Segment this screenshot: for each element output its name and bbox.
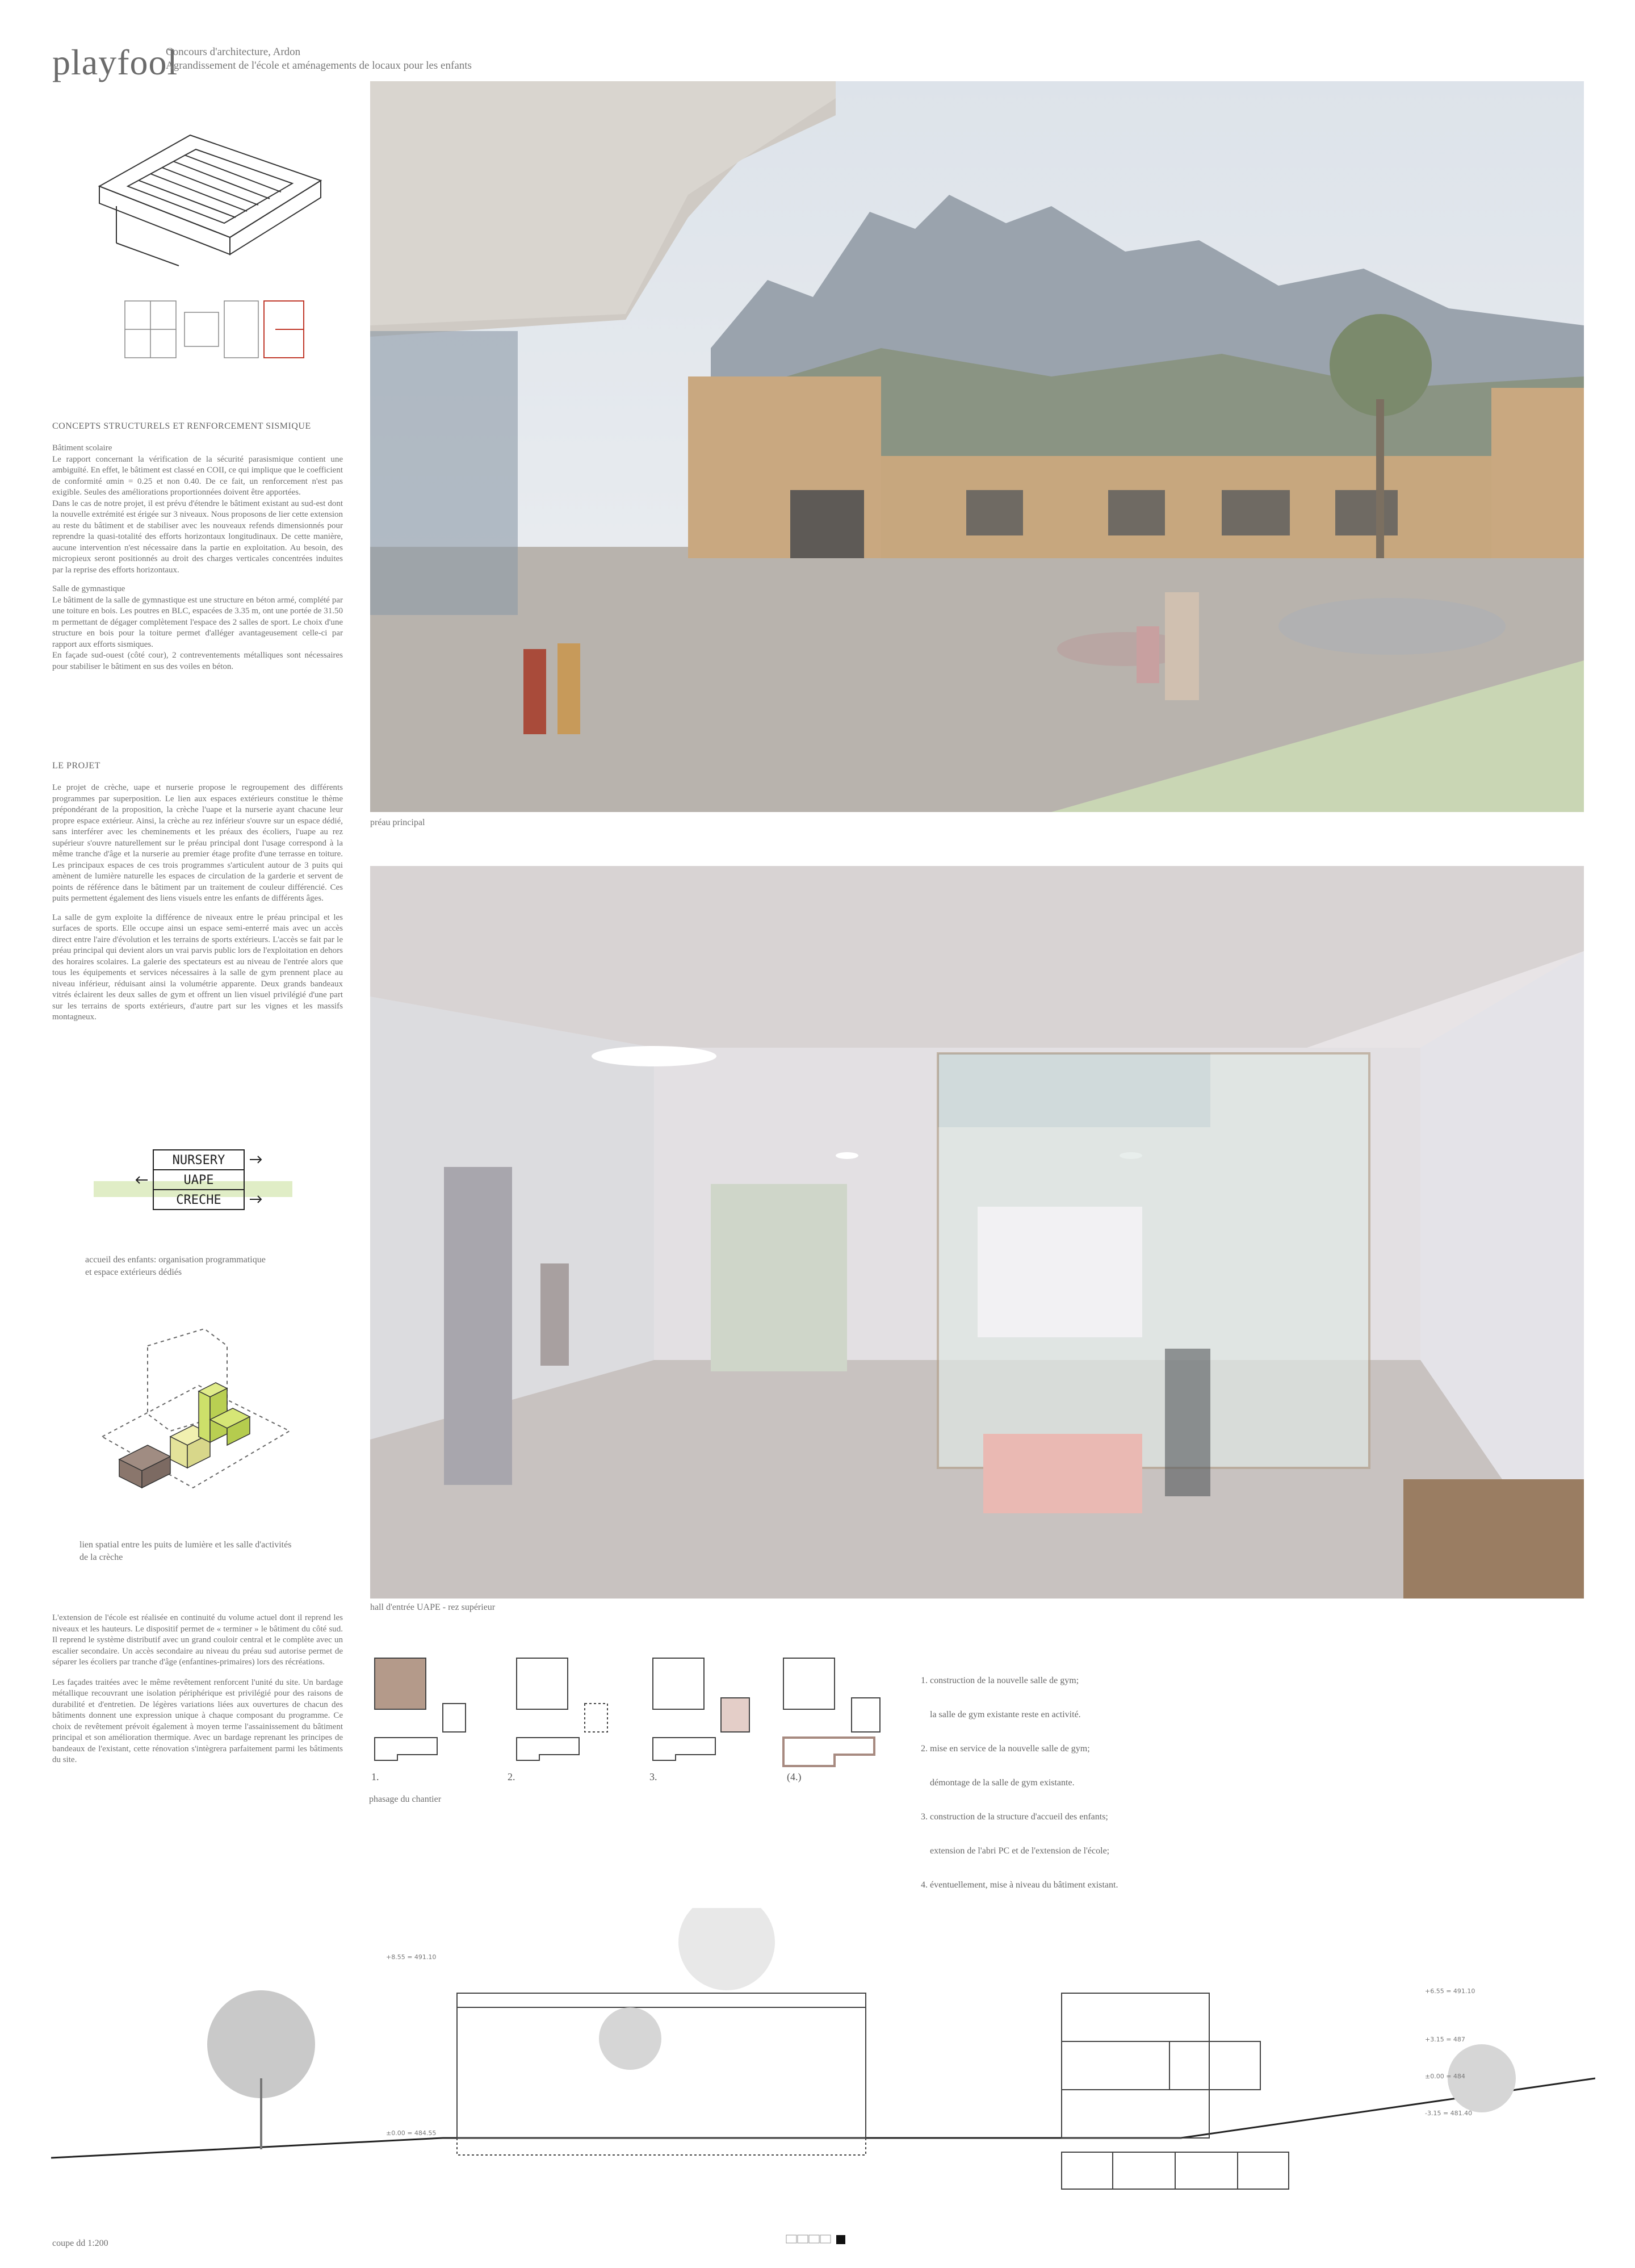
section-title-project: LE PROJET [52,761,100,771]
render-hall-image [370,866,1584,1599]
phasing-step-line: la salle de gym existante reste en activité. [921,1710,1081,1719]
diagram-1-caption [85,1254,266,1279]
render-preau-principal [370,81,1584,812]
phase-number-1: 1. [371,1771,379,1782]
section-title-structural: CONCEPTS STRUCTURELS ET RENFORCEMENT SISMIQUE [52,421,311,431]
phasing-diagrams [369,1647,914,1794]
phasing-step-line: extension de l'abri PC et de l'extension de l'école; [921,1846,1110,1856]
render-hall-uape [370,866,1584,1599]
level-label-right-2: +3.15 = 487 [1425,2036,1465,2043]
paragraph-structural-1: Le rapport concernant la vérification de la sécurité parasismique contient une ambiguïté. En effet, le bâtiment est classé en COII, ce qui implique que le coefficient de conformité αmin = 0.25 et non 0.40. De ce fait, un renforcement n'est pas exigible. Seules des améliorations proportionnées doivent être apportées. [52,454,343,497]
phasing-step-line: 2. mise en service de la nouvelle salle de gym; [921,1744,1090,1754]
extension-description [52,1613,343,1766]
diagram-2-caption-line-2: de la crèche [79,1553,123,1562]
phase-number-3: 3. [649,1771,657,1782]
subtitle-line-1: Concours d'architecture, Ardon [166,46,301,58]
label-creche: CRECHE [176,1193,221,1207]
structural-concepts [52,421,343,672]
phasing-steps [921,1652,1118,1902]
brand-title: playfool [52,42,178,82]
phasing-step-line: 4. éventuellement, mise à niveau du bâtiment existant. [921,1880,1118,1890]
phasing-step-line: 1. construction de la nouvelle salle de gym; [921,1676,1079,1685]
subtitle-line-2: Agrandissement de l'école et aménagements de locaux pour les enfants [166,60,472,72]
subtitle [166,45,472,73]
level-label-right-1: +6.55 = 491.10 [1425,1987,1475,1995]
level-label-left-ground: ±0.00 = 484.55 [386,2129,437,2137]
phasing-step-line: 3. construction de la structure d'accueil des enfants; [921,1812,1108,1822]
scale-bar [786,2233,854,2246]
paragraph-structural-3: Le bâtiment de la salle de gymnastique est une structure en béton armé, complété par une toiture en bois. Les poutres en BLC, espacées de 3.35 m, ont une portée de 31.50 m permettant de dégager complètement l'espace des 2 salles de sport. Le choix d'une structure en bois pour la toiture permet d'alléger avantageusement celle-ci par rapport aux efforts sismiques. [52,595,343,649]
project-description [52,761,343,1023]
render-preau-image [370,81,1584,812]
caption-section: coupe dd 1:200 [52,2238,108,2248]
level-label-right-4: -3.15 = 481.40 [1425,2110,1473,2117]
subheading-gym: Salle de gymnastique [52,584,125,593]
label-nursery: NURSERY [172,1153,225,1168]
paragraph-extension-1: L'extension de l'école est réalisée en continuité du volume actuel dont il reprend les niveaux et les hauteurs. Le dispositif permet de « terminer » le bâtiment du côté sud. Il reprend le système distributif avec un grand couloir central et le complète avec un escalier secondaire. Un accès secondaire au niveau du préau sud autorise permet de séparer les écoliers par tranche d'âge (enfantines-primaires) lors des récréations. [52,1613,343,1667]
program-organisation-diagram [91,1136,295,1232]
caption-phasing: phasage du chantier [369,1794,442,1804]
paragraph-structural-4: En façade sud-ouest (côté cour), 2 contreventements métalliques sont nécessaires pour stabiliser le bâtiment en sus des voiles en béton. [52,651,343,671]
subheading-school-building: Bâtiment scolaire [52,443,112,453]
phasing-step-line: démontage de la salle de gym existante. [921,1778,1075,1788]
caption-hall: hall d'entrée UAPE - rez supérieur [370,1602,496,1612]
axonometric-roof-diagram [94,101,332,271]
paragraph-project-1: Le projet de crèche, uape et nurserie propose le regroupement des différents programmes par superposition. Le lien aux espaces extérieurs constitue le thème prépondérant de la proposition, la crèche l'uape et la nurserie ayant chacune leur propre espace extérieur. Ainsi, la crèche au rez inférieur s'ouvre sur un espace dédié, sans interférer avec les cheminements et les préaux des écoliers, l'uape au rez supérieur s'ouvre naturellement sur le préau principal dont l'usage correspond à la même tranche d'âge et la nurserie au premier étage profite d'une terrasse en toiture. Les principaux espaces de ces trois programmes s'articulent autour de 3 puits qui amènent de lumière naturelle les espaces de circulation de la garderie et servent de points de référence dans le bâtiment par un traitement de couleur différencié. Ces puits permettent également des liens visuels entre les enfants de différents âges. [52,783,343,903]
diagram-2-caption [79,1539,291,1564]
diagram-1-caption-line-2: et espace extérieurs dédiés [85,1267,182,1277]
paragraph-structural-2: Dans le cas de notre projet, il est prévu d'étendre le bâtiment existant au sud-est dont la nouvelle extrémité est érigée sur 3 niveaux. Nous proposons de lier cette extension au reste du bâtiment et de stabiliser avec les nouveaux refends dimensionnés pour reprendre la quasi-totalité des efforts horizontaux longitudinaux. De cette manière, aucune intervention n'est nécessaire dans la partie en exploitation. Au besoin, des micropieux seront positionnés au droit des charges verticales concentrées induites par la reprise des efforts horizontaux. [52,499,343,575]
level-label-right-3: ±0.00 = 484 [1425,2073,1465,2080]
light-well-diagram [85,1323,301,1510]
label-uape: UAPE [183,1173,214,1187]
diagram-2-caption-line-1: lien spatial entre les puits de lumière et les salle d'activités [79,1540,292,1550]
site-plan-mini [122,295,315,369]
section-drawing [45,1908,1595,2203]
phase-number-4: (4.) [787,1771,802,1782]
paragraph-project-2: La salle de gym exploite la différence de niveaux entre le préau principal et les surfaces de sports. Elle occupe ainsi un espace semi-enterré mais avec un accès direct entre l'aire d'évolution et les terrains de sports extérieurs. L'accès se fait par le préau principal qui devient alors un vrai parvis public lors de l'exploitation en dehors des horaires scolaires. La galerie des spectateurs est au niveau de l'entrée alors que tous les équipements et services nécessaires à la salle de gym prennent place au niveau inférieur, réduisant ainsi la volumétrie apparente. Deux grands bandeaux vitrés éclairent les deux salles de gym et offrent un lien visuel privilégié d'une part sur les terrains de sports extérieurs, d'autre part sur les vignes et les massifs montagneux. [52,913,343,1022]
phase-number-2: 2. [508,1771,515,1782]
caption-preau: préau principal [370,818,425,827]
diagram-1-caption-line-1: accueil des enfants: organisation programmatique [85,1255,266,1265]
paragraph-extension-2: Les façades traitées avec le même revêtement renforcent l'unité du site. Un bardage métallique recouvrant une isolation périphérique est privilégié pour des raisons de durabilité et d'entretien. De légères variations liées aux ouvertures de chacun des bâtiments donnent une expression unique à chaque composant du programme. Ce choix de revêtement prévoit également à moyen terme l'assainissement du bâtiment principal et son amélioration thermique. Avec un bardage reprenant les principes de bandeaux de l'existant, cette rénovation s'intègrera parfaitement parmi les bâtiments du site. [52,1677,343,1764]
level-label-left-top: +8.55 = 491.10 [386,1953,437,1961]
